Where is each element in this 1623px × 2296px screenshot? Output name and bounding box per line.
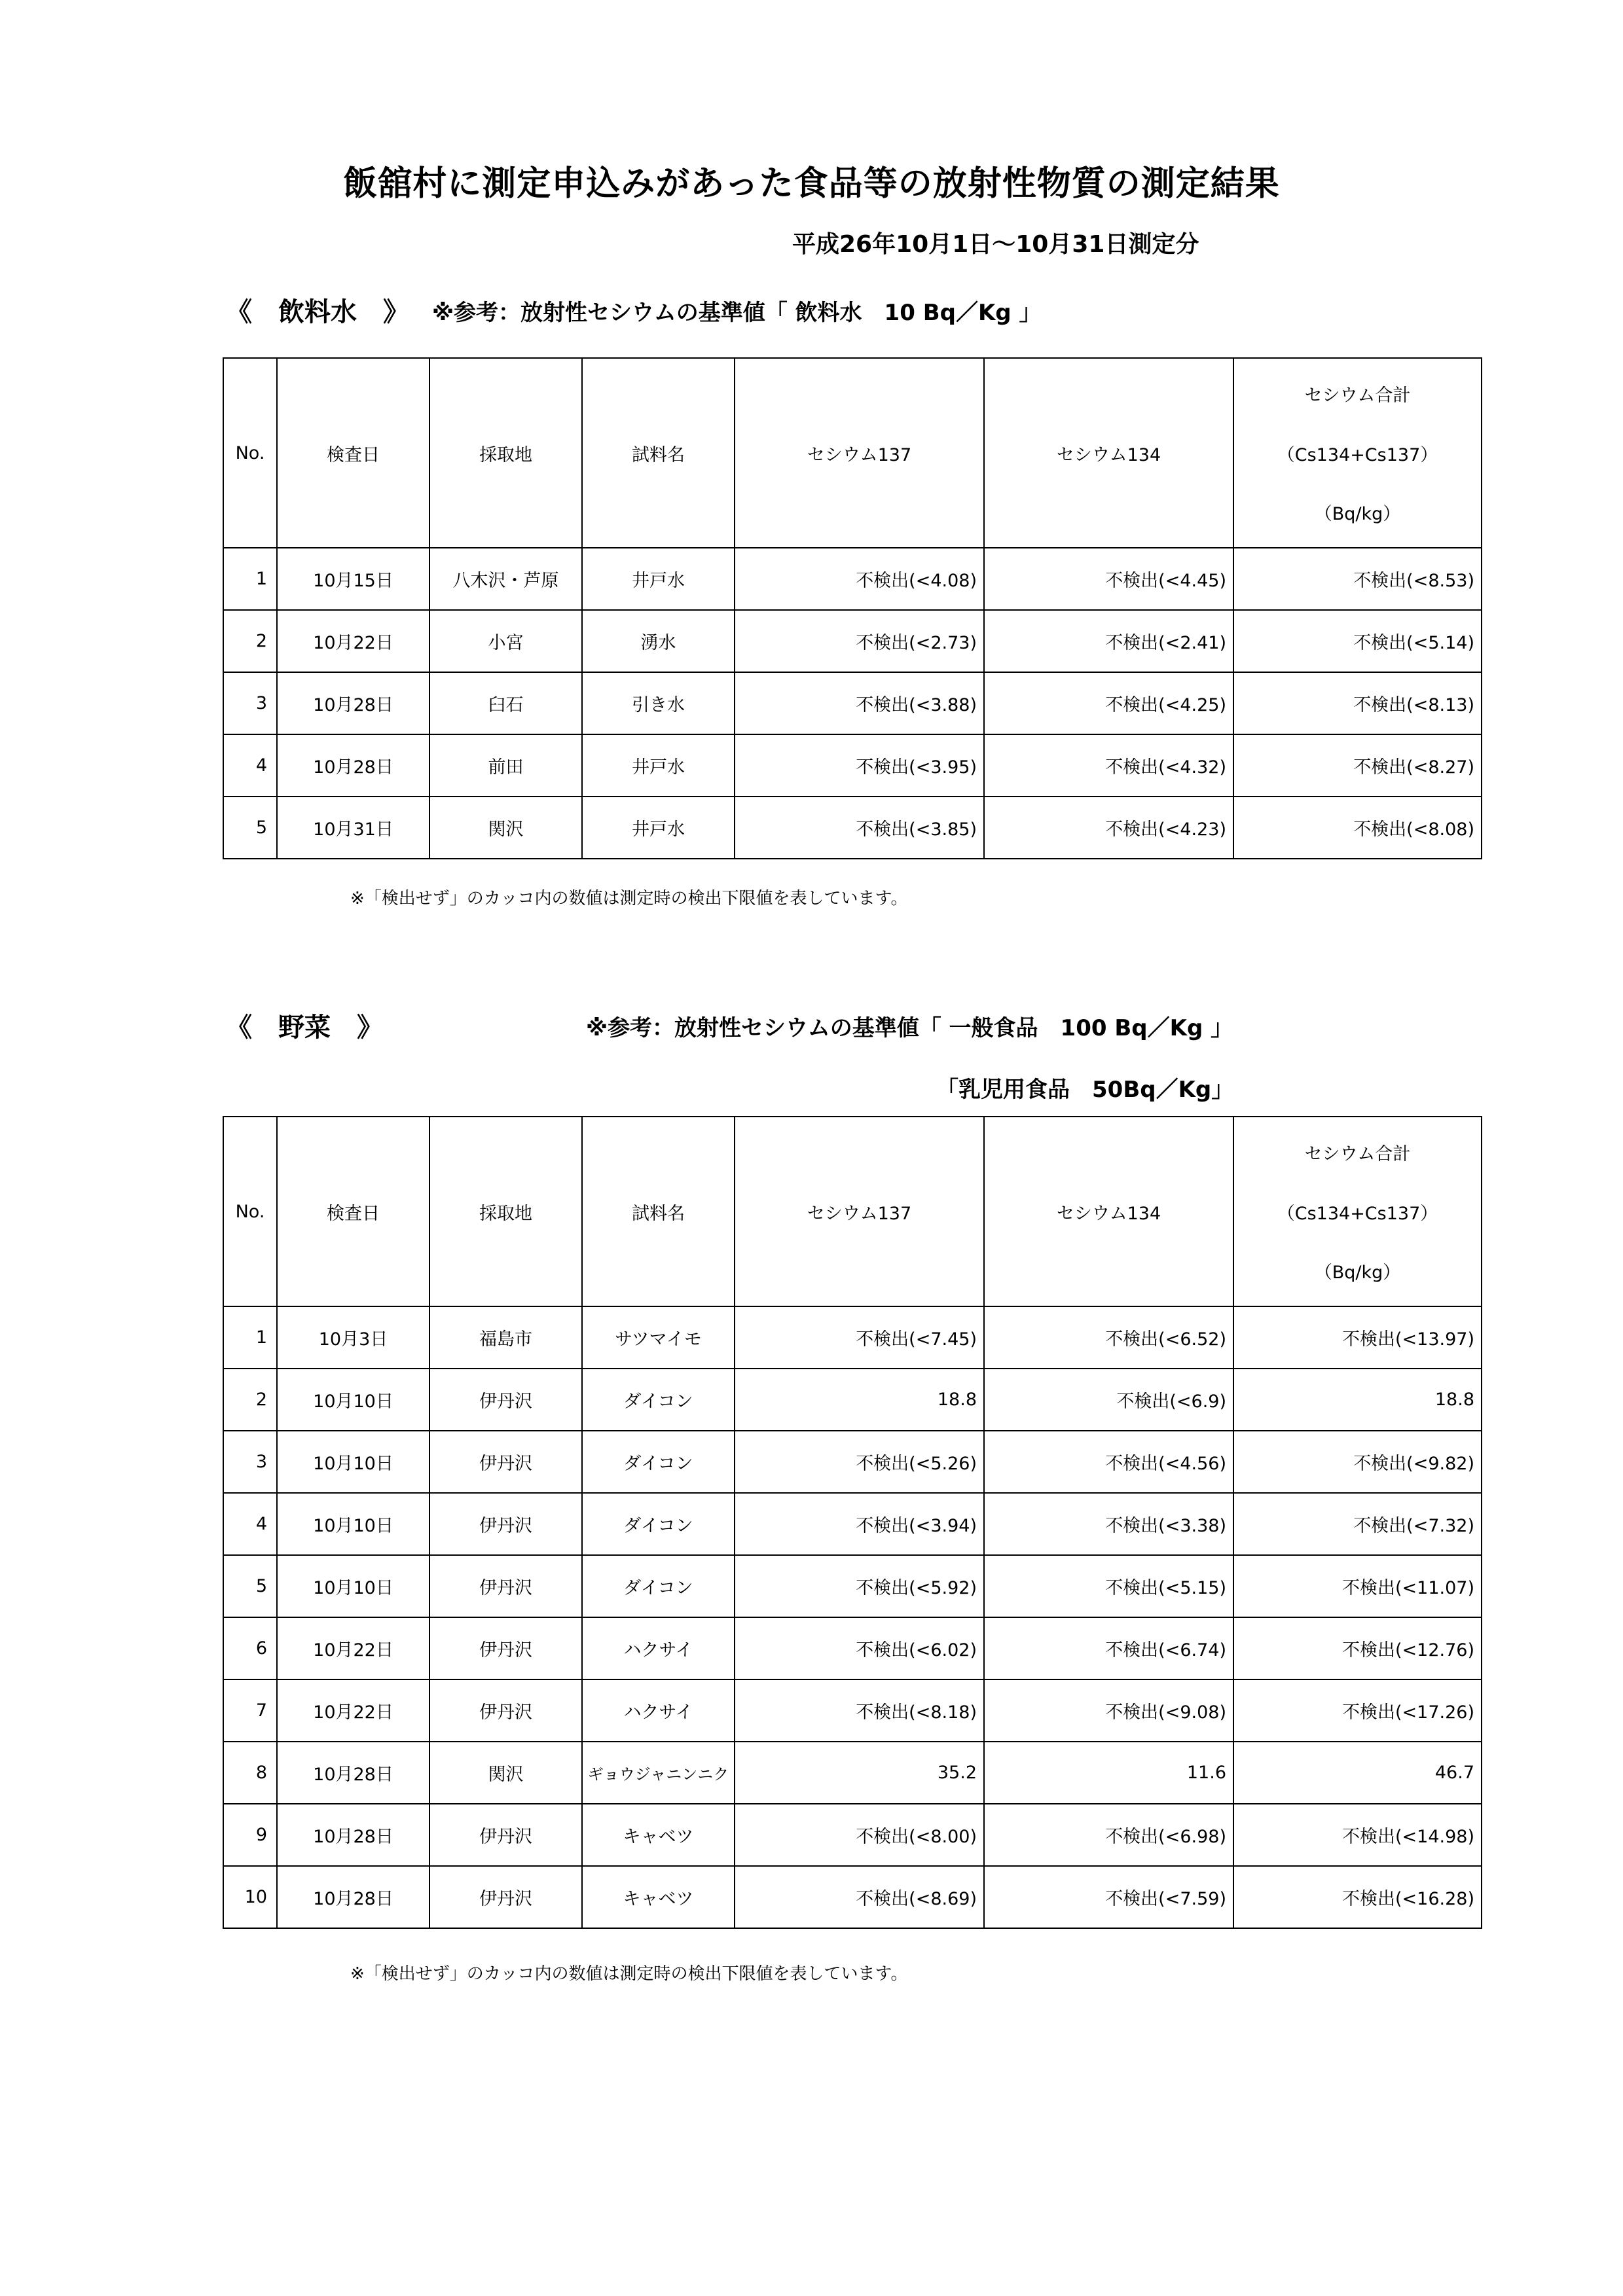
cell-cs134: 不検出(<2.41) bbox=[984, 610, 1233, 672]
cell-date: 10月10日 bbox=[277, 1431, 429, 1493]
water-reference-note: ※参考：放射性セシウムの基準値「 飲料水 10 Bq／Kg 」 bbox=[432, 300, 1042, 326]
cell-place: 伊丹沢 bbox=[429, 1555, 582, 1617]
cell-sample: ギョウジャニンニク bbox=[582, 1742, 735, 1804]
col-header-place: 採取地 bbox=[429, 1117, 582, 1306]
cell-total: 不検出(<8.13) bbox=[1233, 672, 1482, 734]
cell-total: 不検出(<8.27) bbox=[1233, 734, 1482, 797]
cell-place: 関沢 bbox=[429, 797, 582, 859]
cell-cs137: 不検出(<3.85) bbox=[735, 797, 984, 859]
col-header-total-line2: （Cs134+Cs137） bbox=[1277, 444, 1438, 465]
cell-cs134: 不検出(<4.32) bbox=[984, 734, 1233, 797]
cell-cs134: 不検出(<9.08) bbox=[984, 1679, 1233, 1742]
cell-cs137: 35.2 bbox=[735, 1742, 984, 1804]
cell-date: 10月28日 bbox=[277, 1804, 429, 1866]
cell-cs134: 不検出(<6.98) bbox=[984, 1804, 1233, 1866]
cell-date: 10月31日 bbox=[277, 797, 429, 859]
cell-sample: キャベツ bbox=[582, 1866, 735, 1928]
cell-sample: キャベツ bbox=[582, 1804, 735, 1866]
cell-cs137: 不検出(<8.69) bbox=[735, 1866, 984, 1928]
water-results-table bbox=[223, 357, 1482, 859]
cell-date: 10月22日 bbox=[277, 1679, 429, 1742]
cell-no: 5 bbox=[223, 1555, 277, 1617]
cell-place: 伊丹沢 bbox=[429, 1493, 582, 1555]
cell-date: 10月28日 bbox=[277, 672, 429, 734]
vegetables-footnote: ※「検出せず」のカッコ内の数値は測定時の検出下限値を表しています。 bbox=[350, 1964, 908, 1984]
cell-cs137: 不検出(<5.92) bbox=[735, 1555, 984, 1617]
table-row bbox=[223, 1369, 1482, 1431]
cell-cs137: 不検出(<5.26) bbox=[735, 1431, 984, 1493]
cell-cs134: 不検出(<4.56) bbox=[984, 1431, 1233, 1493]
cell-sample: ダイコン bbox=[582, 1369, 735, 1431]
cell-cs137: 不検出(<6.02) bbox=[735, 1617, 984, 1679]
cell-place: 前田 bbox=[429, 734, 582, 797]
col-header-total-line2: （Cs134+Cs137） bbox=[1277, 1203, 1438, 1224]
table-row bbox=[223, 610, 1482, 672]
col-header-date: 検査日 bbox=[277, 358, 429, 548]
cell-sample: 井戸水 bbox=[582, 548, 735, 610]
cell-date: 10月10日 bbox=[277, 1555, 429, 1617]
col-header-total-line3: （Bq/kg） bbox=[1314, 1263, 1401, 1283]
table-row bbox=[223, 1742, 1482, 1804]
table-header-row bbox=[223, 1117, 1482, 1306]
cell-place: 伊丹沢 bbox=[429, 1679, 582, 1742]
table-row bbox=[223, 672, 1482, 734]
cell-no: 2 bbox=[223, 1369, 277, 1431]
table-row bbox=[223, 1679, 1482, 1742]
cell-no: 6 bbox=[223, 1617, 277, 1679]
water-footnote: ※「検出せず」のカッコ内の数値は測定時の検出下限値を表しています。 bbox=[350, 889, 908, 908]
cell-no: 9 bbox=[223, 1804, 277, 1866]
col-header-total-line3: （Bq/kg） bbox=[1314, 504, 1401, 524]
cell-total: 不検出(<8.53) bbox=[1233, 548, 1482, 610]
col-header-cs137: セシウム137 bbox=[735, 358, 984, 548]
cell-sample: 湧水 bbox=[582, 610, 735, 672]
col-header-cs134: セシウム134 bbox=[984, 1117, 1233, 1306]
cell-cs134: 不検出(<6.9) bbox=[984, 1369, 1233, 1431]
cell-date: 10月28日 bbox=[277, 1866, 429, 1928]
col-header-cs134: セシウム134 bbox=[984, 358, 1233, 548]
cell-sample: ダイコン bbox=[582, 1493, 735, 1555]
table-row bbox=[223, 734, 1482, 797]
cell-date: 10月28日 bbox=[277, 734, 429, 797]
col-header-total-line1: セシウム合計 bbox=[1304, 1144, 1411, 1164]
col-header-total bbox=[1233, 1117, 1482, 1306]
vegetables-reference-note: ※参考：放射性セシウムの基準値「 一般食品 100 Bq／Kg 」 bbox=[586, 1015, 1233, 1041]
cell-place: 伊丹沢 bbox=[429, 1617, 582, 1679]
table-row bbox=[223, 548, 1482, 610]
cell-place: 福島市 bbox=[429, 1306, 582, 1369]
cell-total: 不検出(<14.98) bbox=[1233, 1804, 1482, 1866]
measurement-period: 平成26年10月1日～10月31日測定分 bbox=[792, 231, 1199, 258]
cell-place: 伊丹沢 bbox=[429, 1431, 582, 1493]
cell-cs134: 不検出(<4.25) bbox=[984, 672, 1233, 734]
cell-place: 八木沢・芦原 bbox=[429, 548, 582, 610]
col-header-no: No. bbox=[223, 358, 277, 548]
col-header-total bbox=[1233, 358, 1482, 548]
cell-place: 小宮 bbox=[429, 610, 582, 672]
cell-place: 伊丹沢 bbox=[429, 1369, 582, 1431]
cell-date: 10月22日 bbox=[277, 1617, 429, 1679]
cell-sample: サツマイモ bbox=[582, 1306, 735, 1369]
cell-no: 7 bbox=[223, 1679, 277, 1742]
cell-total: 不検出(<12.76) bbox=[1233, 1617, 1482, 1679]
cell-cs134: 11.6 bbox=[984, 1742, 1233, 1804]
cell-total: 不検出(<11.07) bbox=[1233, 1555, 1482, 1617]
cell-sample: 井戸水 bbox=[582, 797, 735, 859]
cell-sample: ダイコン bbox=[582, 1555, 735, 1617]
cell-no: 3 bbox=[223, 1431, 277, 1493]
cell-total: 18.8 bbox=[1233, 1369, 1482, 1431]
cell-date: 10月10日 bbox=[277, 1493, 429, 1555]
cell-date: 10月3日 bbox=[277, 1306, 429, 1369]
table-row bbox=[223, 797, 1482, 859]
cell-no: 2 bbox=[223, 610, 277, 672]
cell-place: 伊丹沢 bbox=[429, 1866, 582, 1928]
cell-no: 3 bbox=[223, 672, 277, 734]
page-title: 飯舘村に測定申込みがあった食品等の放射性物質の測定結果 bbox=[343, 164, 1280, 204]
cell-no: 4 bbox=[223, 734, 277, 797]
table-row bbox=[223, 1306, 1482, 1369]
col-header-date: 検査日 bbox=[277, 1117, 429, 1306]
cell-total: 不検出(<13.97) bbox=[1233, 1306, 1482, 1369]
cell-sample: ダイコン bbox=[582, 1431, 735, 1493]
vegetables-results-table bbox=[223, 1116, 1482, 1929]
cell-total: 46.7 bbox=[1233, 1742, 1482, 1804]
cell-cs137: 18.8 bbox=[735, 1369, 984, 1431]
cell-total: 不検出(<8.08) bbox=[1233, 797, 1482, 859]
cell-total: 不検出(<16.28) bbox=[1233, 1866, 1482, 1928]
col-header-total-line1: セシウム合計 bbox=[1304, 386, 1411, 406]
cell-date: 10月15日 bbox=[277, 548, 429, 610]
cell-cs137: 不検出(<2.73) bbox=[735, 610, 984, 672]
col-header-sample: 試料名 bbox=[582, 358, 735, 548]
cell-no: 4 bbox=[223, 1493, 277, 1555]
col-header-sample: 試料名 bbox=[582, 1117, 735, 1306]
cell-sample: ハクサイ bbox=[582, 1617, 735, 1679]
cell-date: 10月10日 bbox=[277, 1369, 429, 1431]
cell-total: 不検出(<7.32) bbox=[1233, 1493, 1482, 1555]
col-header-no: No. bbox=[223, 1117, 277, 1306]
cell-cs137: 不検出(<8.00) bbox=[735, 1804, 984, 1866]
table-row bbox=[223, 1617, 1482, 1679]
table-row bbox=[223, 1493, 1482, 1555]
vegetables-reference-infant: 「乳児用食品 50Bq／Kg」 bbox=[936, 1077, 1234, 1103]
table-header-row bbox=[223, 358, 1482, 548]
cell-total: 不検出(<17.26) bbox=[1233, 1679, 1482, 1742]
cell-place: 関沢 bbox=[429, 1742, 582, 1804]
cell-cs137: 不検出(<8.18) bbox=[735, 1679, 984, 1742]
cell-cs134: 不検出(<6.74) bbox=[984, 1617, 1233, 1679]
col-header-cs137: セシウム137 bbox=[735, 1117, 984, 1306]
cell-sample: 引き水 bbox=[582, 672, 735, 734]
cell-cs137: 不検出(<7.45) bbox=[735, 1306, 984, 1369]
cell-date: 10月28日 bbox=[277, 1742, 429, 1804]
cell-total: 不検出(<5.14) bbox=[1233, 610, 1482, 672]
cell-place: 臼石 bbox=[429, 672, 582, 734]
water-section-heading: 《 飲料水 》 bbox=[226, 297, 409, 327]
table-row bbox=[223, 1866, 1482, 1928]
cell-cs137: 不検出(<3.95) bbox=[735, 734, 984, 797]
cell-date: 10月22日 bbox=[277, 610, 429, 672]
table-row bbox=[223, 1555, 1482, 1617]
col-header-place: 採取地 bbox=[429, 358, 582, 548]
cell-no: 1 bbox=[223, 548, 277, 610]
cell-cs137: 不検出(<3.94) bbox=[735, 1493, 984, 1555]
cell-no: 5 bbox=[223, 797, 277, 859]
cell-cs134: 不検出(<5.15) bbox=[984, 1555, 1233, 1617]
cell-no: 8 bbox=[223, 1742, 277, 1804]
table-row bbox=[223, 1804, 1482, 1866]
cell-sample: 井戸水 bbox=[582, 734, 735, 797]
cell-cs134: 不検出(<6.52) bbox=[984, 1306, 1233, 1369]
cell-place: 伊丹沢 bbox=[429, 1804, 582, 1866]
cell-total: 不検出(<9.82) bbox=[1233, 1431, 1482, 1493]
cell-cs134: 不検出(<4.45) bbox=[984, 548, 1233, 610]
vegetables-section-heading: 《 野菜 》 bbox=[226, 1013, 383, 1043]
cell-sample: ハクサイ bbox=[582, 1679, 735, 1742]
cell-cs134: 不検出(<7.59) bbox=[984, 1866, 1233, 1928]
cell-no: 1 bbox=[223, 1306, 277, 1369]
table-row bbox=[223, 1431, 1482, 1493]
cell-cs137: 不検出(<3.88) bbox=[735, 672, 984, 734]
cell-no: 10 bbox=[223, 1866, 277, 1928]
cell-cs137: 不検出(<4.08) bbox=[735, 548, 984, 610]
cell-cs134: 不検出(<3.38) bbox=[984, 1493, 1233, 1555]
cell-cs134: 不検出(<4.23) bbox=[984, 797, 1233, 859]
